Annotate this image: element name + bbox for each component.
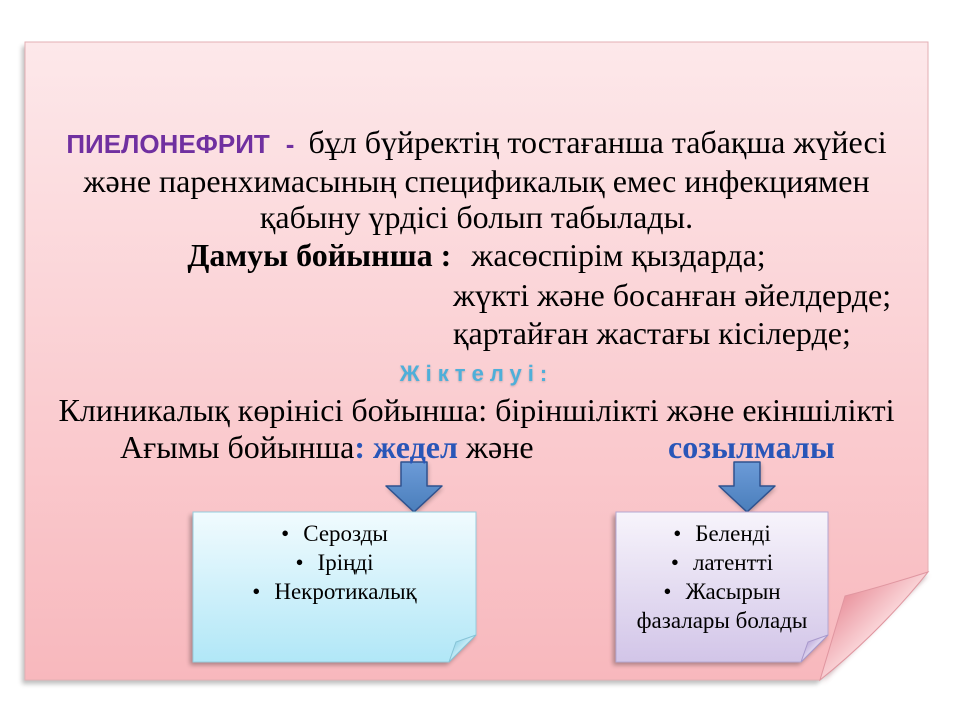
list-item: [193, 577, 476, 606]
classification-heading-line: [25, 351, 928, 389]
course-classification-line: [120, 428, 534, 466]
bullet-glyph: •: [673, 521, 682, 546]
development-line-2: [453, 276, 891, 314]
list-item: [616, 519, 828, 548]
definition-line-2: [25, 162, 928, 200]
development-label: Дамуы бойынша :: [187, 237, 452, 273]
list-item-label: Жасырын: [685, 579, 781, 604]
list-item: [616, 577, 828, 606]
bullet-glyph: •: [295, 550, 304, 575]
chronic-label: созылмалы: [668, 429, 835, 465]
development-line-3: [453, 314, 851, 352]
acute-label: : жедел: [354, 429, 458, 465]
list-item-label: Серозды: [303, 521, 388, 546]
list-item: [616, 548, 828, 577]
acute-forms-list: [193, 519, 476, 606]
list-item-label: Беленді: [695, 521, 771, 546]
bullet-glyph: •: [252, 579, 261, 604]
list-item: [193, 519, 476, 548]
list-continuation: фазалары болады: [636, 608, 808, 633]
definition-text-2: және паренхимасының спецификалық емес инфекциямен: [83, 163, 870, 199]
classification-heading: Жіктелуі:: [399, 361, 554, 386]
clinical-classification: Клиникалық көрінісі бойынша: біріншілікті және екіншілікті: [58, 392, 895, 428]
bullet-glyph: •: [670, 550, 679, 575]
chronic-phases-list: [616, 519, 828, 635]
list-item: [193, 548, 476, 577]
development-line-1: [25, 236, 928, 274]
definition-line-3: [25, 198, 928, 236]
conjunction-label: және: [465, 429, 534, 465]
course-label: Ағымы бойынша: [120, 429, 355, 465]
list-item-label: Некротикалық: [274, 579, 417, 604]
clinical-classification-line: [25, 391, 928, 429]
definition-text-3: қабыну үрдісі болып табылады.: [259, 199, 694, 235]
list-item-label: Іріңді: [317, 550, 374, 575]
term-dash: -: [285, 129, 295, 159]
development-group-2: жүкті және босанған әйелдерде;: [453, 277, 892, 313]
term-title: ПИЕЛОНЕФРИТ: [66, 129, 270, 159]
list-item-label: латентті: [692, 550, 774, 575]
development-group-3: қартайған жастағы кісілерде;: [453, 315, 851, 351]
bullet-glyph: •: [281, 521, 290, 546]
development-group-1: жасөспірім қыздарда;: [471, 237, 766, 273]
bullet-glyph: •: [663, 579, 672, 604]
definition-text-1: бұл бүйректің тостағанша табақша жүйесі: [308, 124, 887, 160]
chronic-label-line: [668, 428, 835, 466]
definition-line-1: [25, 123, 928, 161]
